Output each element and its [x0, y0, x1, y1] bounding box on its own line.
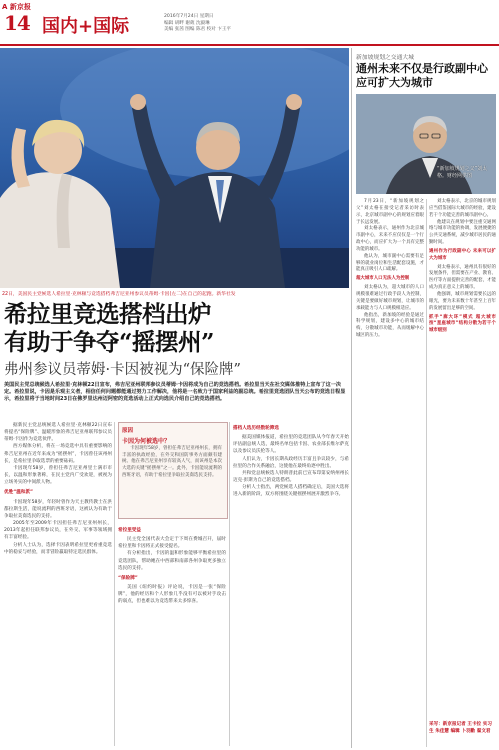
subheading: 抓手“廊大环”模式 超大城市按“星座城市”结构分散为若干个城市级别 — [429, 314, 496, 334]
column-divider — [229, 422, 230, 746]
paragraph: 他建议在规划中要注重交通网络与城市功能的协调，发展便捷的公共交通系统，减少城市居民的通勤时间。 — [429, 219, 496, 246]
side-story-category: 新加坡规划之交通大城 — [356, 55, 414, 61]
subheading: 通州作为行政副中心 未来可以扩大为城市 — [429, 248, 496, 261]
paragraph: 2005年至2009年卡因担任弗吉尼亚州州长，2013年起担任联邦参议员，在外交、军事等领域拥有丰富经验。 — [4, 521, 112, 541]
editor-line: 编辑 胡畔 谢葳 沈毅琳 — [164, 20, 210, 26]
paragraph: 刘太格认为，超大城市的人口规模很难通过行政手段人为控制，关键是要做好城市规划，让城市的承载能力与人口规模相适应。 — [356, 285, 424, 311]
main-subheadline: 弗州参议员蒂姆·卡因被视为“保险牌” — [4, 362, 241, 378]
main-headline — [4, 300, 349, 356]
side-column-a — [356, 199, 424, 340]
proof-line: 美编 张茜 图编 陈君 校对 卞王平 — [164, 27, 232, 32]
paragraph: 共和党总统候选人特朗普此前已宣布印第安纳州州长迈克·彭斯为自己的竞选搭档。 — [233, 470, 349, 484]
section-divider — [351, 48, 352, 748]
subheading: 搭档人选历经数轮筛选 — [233, 426, 279, 431]
portrait-illustration — [356, 94, 496, 194]
side-story-headline: 通州未来不仅是行政副中心应可扩大为城市 — [356, 62, 488, 89]
paragraph: 民主党全国代表大会定于下周在费城召开，届时希拉里和卡因将正式接受提名。 — [118, 537, 226, 550]
paragraph: 刘太格表示，通州作为北京城市副中心，未来不应仅仅是一个行政中心，而应扩大为一个具有完整功能的城市。 — [356, 226, 424, 252]
paragraph: 他认为，城市副中心需要有足够的就业岗位和生活配套设施，才能真正吸引人口疏解。 — [356, 253, 424, 273]
paragraph: 他强调，城市规划需要长远的眼光，要为未来数十年甚至上百年的发展留出足够的空间。 — [429, 291, 496, 311]
paragraph: 美国《纽约时报》评论说，卡因是一张“保险牌”，他的经历和个人形象几乎没有可以被对手攻击的弱点，但也难以为竞选带来太多惊喜。 — [118, 585, 226, 605]
main-photo — [0, 48, 349, 288]
article-column-1 — [4, 422, 112, 556]
editor-credit: 采写：新京报记者 王卡拉 实习生 朱佳慧 编辑 卜羽勤 翟文君 — [429, 722, 492, 734]
page-meta — [164, 14, 231, 34]
subheading: 优胜“温和派” — [4, 490, 34, 496]
newspaper-logo: A 新京报 — [2, 3, 31, 11]
photo-caption: 22日，美国民主党候选人希拉里·克林顿与竞选搭档弗吉尼亚州参议员蒂姆·卡因(左二)在自己的起跑。新华社发 — [2, 292, 236, 297]
subheading: 超大城市人口无法人为控制 — [356, 276, 410, 282]
column-divider — [426, 199, 427, 747]
lead-paragraph: 美国民主党总统候选人希拉里·克林顿22日宣布，弗吉尼亚州联邦参议员蒂姆·卡因将成为自己的竞选搭档。希拉里当天在社交媒体推特上宣布了这一决定。希拉里说，卡因是乐观主义者，相信任何问题都能通过努力工作解决，他将是一名致力于国家利益的副总统。希拉里竞选团队当天公布的竞选日程显示，希拉里将于当地时间23日在佛罗里达州迈阿密的竞选活动上正式向选民介绍自己的竞选搭档。 — [4, 382, 346, 402]
paragraph: 人们认为，卡因长期从政经历丰富且争议较少，与希拉里的合作关系融洽，这使他在最终角逐中胜出。 — [233, 456, 349, 469]
side-column-b — [429, 199, 496, 337]
paragraph: 卡因现年58岁，曾担任弗吉尼亚州里士满市市长，以温和形象著称，在民主党内广受欢迎，被视为立场务实的中间派人物。 — [4, 465, 112, 486]
side-photo-caption: “新加坡规划之父”刘太格。财经网供图 — [437, 166, 488, 179]
paragraph: 分析人士认为，选择卡因表明希拉里更看重竞选中的稳妥与经验，而非冒险赢取特定选民群体。 — [4, 542, 112, 555]
section-title: 国内+国际 — [42, 16, 130, 37]
header-divider — [0, 44, 499, 46]
subheading: 希拉里受益 — [118, 528, 141, 533]
box-body: 卡因现年58岁，曾担任弗吉尼亚州州长，拥有丰富的执政经验，在外交和国防事务方面颇有建树。他在弗吉尼亚州享有较高人气，而该州是本次大选的关键“摇摆州”之一。此外，卡因能说流利的西班牙语，有助于希拉里争取拉美裔选民支持。 — [122, 446, 222, 478]
paragraph: 刘太格表示，北京的城市规划应当借鉴国际大城市的经验，建设若干个功能完善的城市副中心。 — [429, 199, 496, 218]
box-label: 原因 — [122, 428, 134, 434]
article-column-3 — [233, 422, 349, 499]
date-line: 2016年7月24日 星期日 — [164, 14, 214, 19]
box-title: 卡因为何被选中？ — [122, 438, 171, 445]
page-number: 14 — [4, 11, 30, 35]
paragraph: 西方媒体分析，将在一场竞选中具有重要影响的弗吉尼亚州在近年来成为“摇摆州”，卡因曾任该州州长，是希拉里争取选票的重要砝码。 — [4, 444, 112, 464]
article-column-2 — [118, 524, 226, 606]
paragraph: 7月23日，“新加坡规划之父”刘太格在接受记者采访时表示，北京城市副中心的规划应着眼于长远发展。 — [356, 199, 424, 225]
paragraph: 他指出，新加坡的经验是通过科学规划，建设多中心的城市结构，分散城市功能，从而缓解中心城区的压力。 — [356, 312, 424, 339]
paragraph: 据美国媒体报道，希拉里的竞选团队从今年春天开始评估副总统人选，最终名单包括卡因、农业部长维尔萨克以及参议员沃伦等人。 — [233, 435, 349, 455]
campaign-rally-illustration — [0, 48, 349, 288]
paragraph: 刘太格表示，通州具有很好的发展条件，但需要在产业、教育、医疗等方面提供完善的配套，才能成为真正意义上的城市。 — [429, 264, 496, 291]
paragraph: 据新民主党总统候选人希拉里·克林顿22日宣布将提名“保险牌”、温暖形象的弗吉尼亚州联邦参议员蒂姆·卡因作为竞选伙伴。 — [4, 423, 112, 443]
headline-line-2: 有助于争夺“摇摆州” — [4, 328, 215, 356]
headline-line-1: 希拉里竞选搭档出炉 — [4, 300, 211, 328]
paragraph: 有分析指出，卡因的温和形象能够平衡希拉里的竞选团队，帮助她在中西部和南部各州争取更多独立选民的支持。 — [118, 551, 226, 571]
side-story-photo — [356, 94, 496, 194]
subheading: “保险牌” — [118, 575, 138, 581]
column-divider — [114, 422, 115, 746]
paragraph: 卡因现年58岁，年轻时曾作为天主教传教士在洪都拉斯生活，能说流利的西班牙语，这被认为有助于争取拉美裔选民的支持。 — [4, 499, 112, 519]
paragraph: 分析人士指出，两党候选人搭档确定后，美国大选将进入新的阶段，双方将围绕关键摇摆州展开激烈争夺。 — [233, 485, 349, 498]
masthead — [0, 0, 499, 46]
